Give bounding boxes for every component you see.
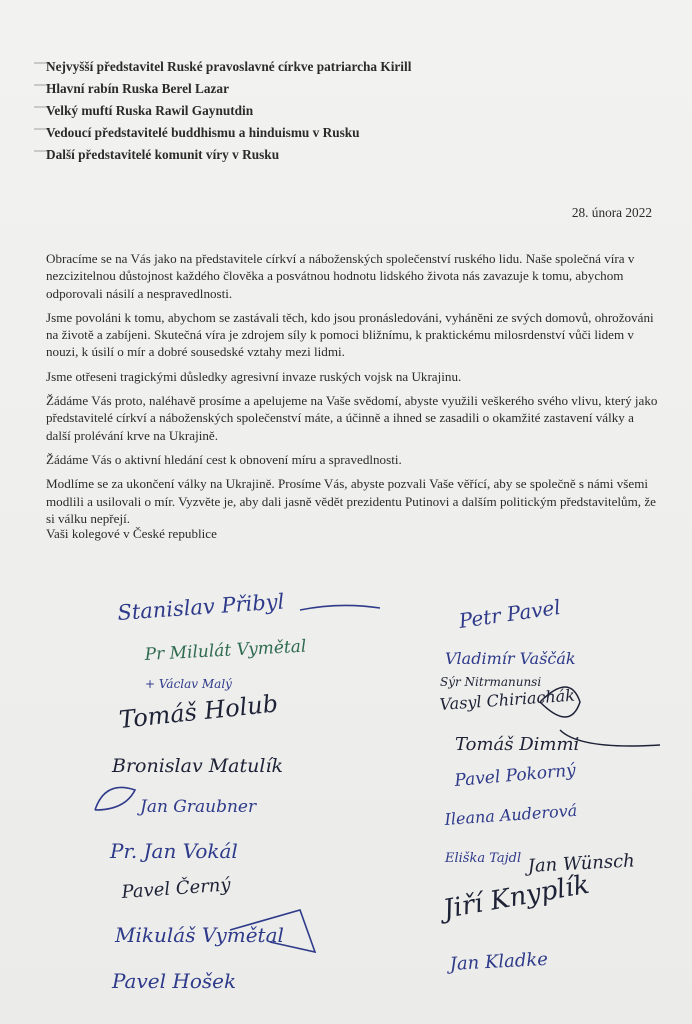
signature: Vasyl Chiriachák — [438, 685, 576, 714]
signature: Stanislav Přibyl — [116, 589, 285, 625]
body-paragraph: Žádáme Vás proto, naléhavě prosíme a apelujeme na Vaše svědomí, abyste využili veškerého svého vlivu, který jako představitelé církví a náboženských společenství máte, a účinně a ihned se zasadili o okamžité zastavení války a další prolévání krve na Ukrajině. — [46, 393, 658, 443]
signature-flourish — [300, 605, 380, 610]
recipient-line: Další představitelé komunit víry v Rusku — [46, 147, 280, 162]
signature: Sýr Nitrmanunsi — [440, 675, 542, 689]
body-paragraph: Obracíme se na Vás jako na představitele církví a náboženských společenství ruského lidu. Naše společná víra v nezcizitelnou důstojnost každého člověka a posvátnou hodnotu lidského života nás zavazuje k tomu, abychom odporovali násilí a nespravedlnosti. — [46, 251, 635, 301]
closing-line: Vaši kolegové v České republice — [46, 526, 217, 541]
signature: Ileana Auderová — [443, 800, 578, 829]
body-paragraph: Jsme otřeseni tragickými důsledky agresivní invaze ruských vojsk na Ukrajinu. — [46, 368, 462, 384]
recipient-line: Hlavní rabín Ruska Berel Lazar — [46, 81, 229, 96]
letter-date: 28. února 2022 — [571, 205, 652, 220]
recipient-line: Vedoucí představitelé buddhismu a hinduismu v Rusku — [46, 125, 360, 140]
signatures-area — [0, 580, 692, 1024]
signature: Pavel Hošek — [112, 969, 237, 993]
body-paragraph: Žádáme Vás o aktivní hledání cest k obnovení míru a spravedlnosti. — [46, 451, 402, 467]
signature: Pr Milulát Vymětal — [144, 636, 307, 665]
signature: Bronislav Matulík — [112, 755, 284, 777]
signature: Vladimír Vaščák — [445, 649, 576, 668]
signature: Jiří Knyplík — [441, 869, 592, 925]
signature: Tomáš Holub — [117, 689, 280, 734]
body-paragraph: Modlíme se za ukončení války na Ukrajině. Prosíme Vás, abyste pozvali Vaše věřící, aby se společně s námi všemi modlili a usilovali o mír. Vyzvěte je, aby dali jasně vědět prezidentu Putinovi a dalším politickým představitelům, že si válku nepřejí. — [46, 476, 656, 526]
signature: Pr. Jan Vokál — [110, 839, 238, 863]
signature: Pavel Pokorný — [453, 760, 577, 791]
body-paragraph: Jsme povoláni k tomu, abychom se zastávali těch, kdo jsou pronásledováni, vyháněni ze svých domovů, ohrožováni na životě a zabíjeni. Skutečná víra je zdrojem síly k pomoci bližnímu, k praktickému milosrdenství vůči lidem v nouzi, k úsilí o mír a dobré sousedské vztahy mezi lidmi. — [46, 309, 654, 360]
signature: Jan Kladke — [449, 948, 549, 975]
signature: Mikuláš Vymětal — [115, 923, 284, 947]
signature: Eliška Tajdl — [445, 851, 522, 866]
signature: Petr Pavel — [457, 594, 563, 633]
signature: Jan Graubner — [140, 797, 257, 817]
signature: Jan Wünsch — [527, 850, 636, 877]
signature: Pavel Černý — [120, 874, 232, 903]
recipient-list — [46, 56, 606, 166]
recipient-line: Velký muftí Ruska Rawil Gaynutdin — [46, 103, 254, 118]
signature-flourish — [95, 788, 135, 811]
recipient-line: Nejvyšší představitel Ruské pravoslavné církve patriarcha Kirill — [46, 59, 412, 74]
letter-body — [46, 250, 658, 534]
signature: Tomáš Dimmi — [455, 734, 580, 755]
signature: + Václav Malý — [145, 677, 232, 691]
